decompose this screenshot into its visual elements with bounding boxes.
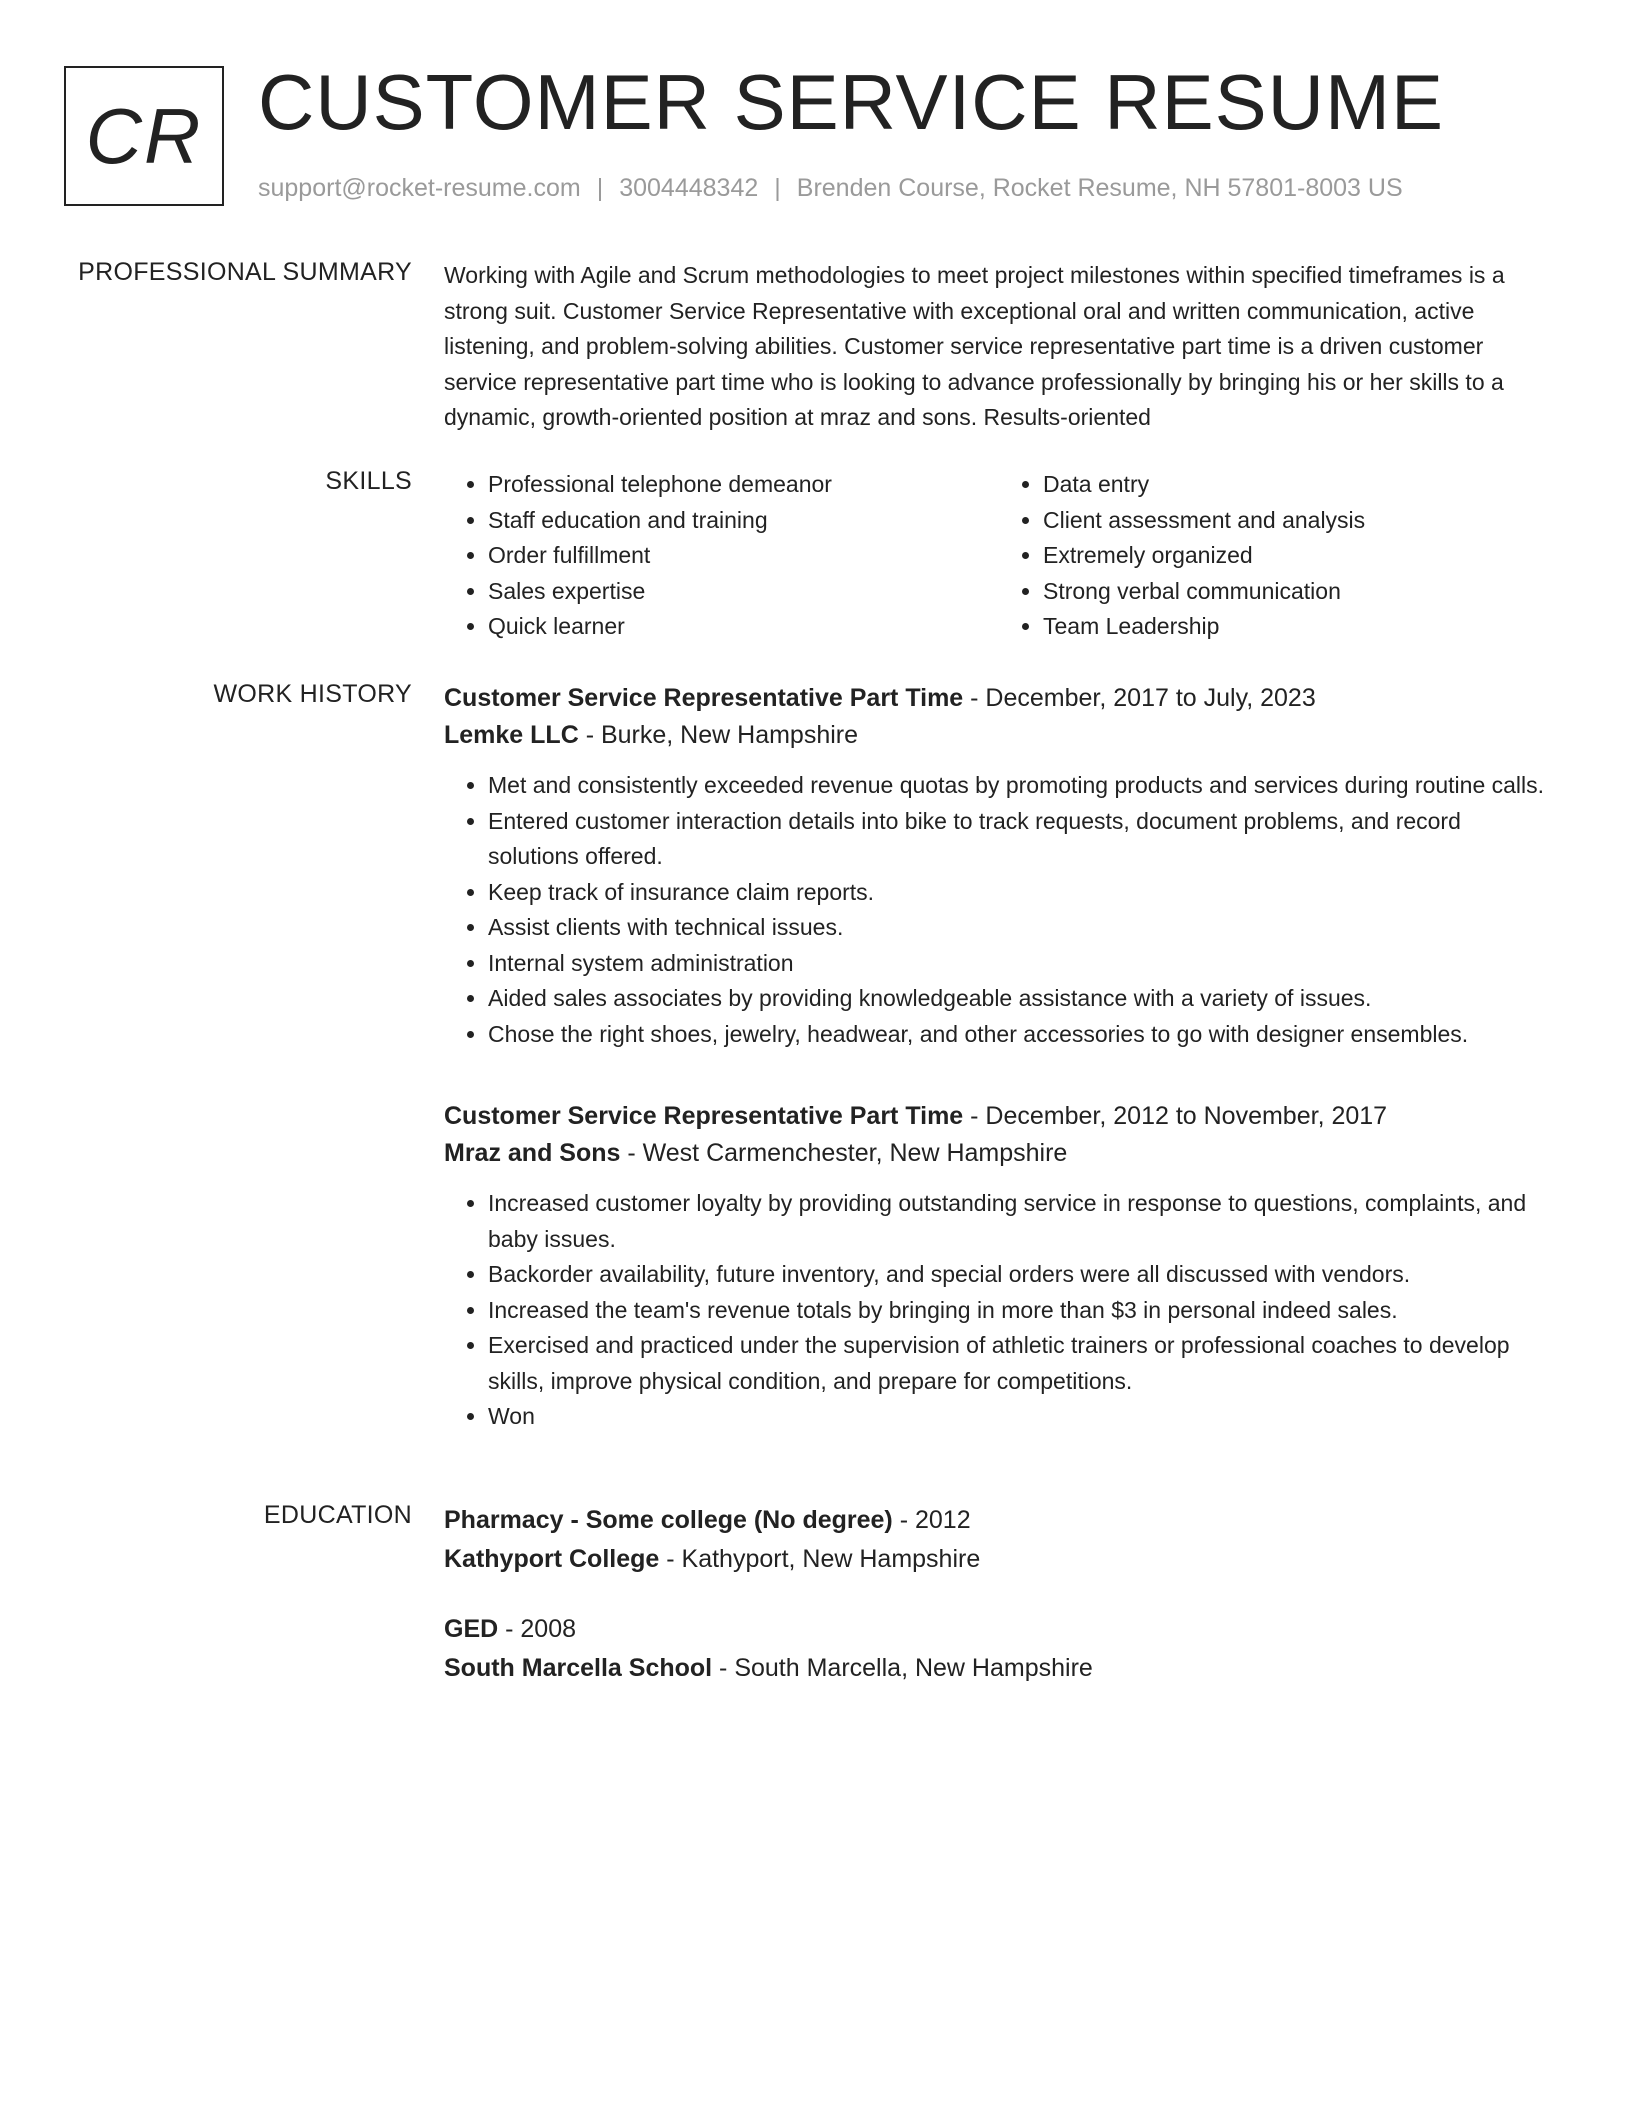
education-location: - South Marcella, New Hampshire	[712, 1654, 1093, 1682]
summary-text: Working with Agile and Scrum methodologies to meet project milestones within specified timeframes is a strong suit. Customer Service Representative with exceptional oral and written communication, active listening, and problem-solving abilities. Customer service representative part time is a driven customer service representative part time who is looking to advance professionally by bringing his or her skills to a dynamic, growth-oriented position at mraz and sons. Results-oriented	[444, 262, 1505, 430]
job-bullets	[444, 768, 1554, 1052]
job-bullet: • Assist clients with technical issues.	[488, 910, 1554, 946]
resume-title: CUSTOMER SERVICE RESUME	[258, 58, 1444, 146]
job-dates: - December, 2012 to November, 2017	[963, 1102, 1388, 1130]
monogram	[64, 66, 224, 206]
work-label: WORK HISTORY	[213, 680, 412, 708]
job-location: - Burke, New Hampshire	[578, 721, 859, 749]
skill-item: • Professional telephone demeanor	[488, 467, 999, 503]
skill-item: • Order fulfillment	[488, 538, 999, 574]
job-bullet: • Backorder availability, future inventory, and special orders were all discussed with vendors.	[488, 1257, 1554, 1293]
contact-line	[258, 174, 1403, 203]
education-school: South Marcella School	[444, 1654, 713, 1682]
contact-separator: |	[774, 174, 781, 202]
contact-address: Brenden Course, Rocket Resume, NH 57801-8003 US	[796, 174, 1403, 202]
skill-item: • Staff education and training	[488, 503, 999, 539]
education-location: - Kathyport, New Hampshire	[659, 1545, 981, 1573]
skill-item: • Client assessment and analysis	[1043, 503, 1554, 539]
education-entry	[444, 1501, 1554, 1579]
job-bullet: • Internal system administration	[488, 946, 1554, 982]
education-school-line	[444, 1649, 1554, 1688]
job-bullet: • Aided sales associates by providing knowledgeable assistance with a variety of issues.	[488, 981, 1554, 1017]
contact-email[interactable]: support@rocket-resume.com	[258, 174, 581, 202]
skill-item: • Data entry	[1043, 467, 1554, 503]
job-bullet: • Won	[488, 1399, 1554, 1435]
skills-label: SKILLS	[325, 467, 412, 495]
skills-body	[444, 467, 1554, 645]
monogram-text: CR	[85, 91, 203, 180]
job-bullet: • Keep track of insurance claim reports.	[488, 875, 1554, 911]
job-company-line	[444, 717, 1554, 754]
education-degree-line	[444, 1501, 1554, 1540]
education-degree: GED	[444, 1615, 499, 1643]
education-label: EDUCATION	[263, 1501, 412, 1529]
education-year: - 2008	[498, 1615, 577, 1643]
skills-list-left	[444, 467, 999, 645]
job-bullet: • Met and consistently exceeded revenue quotas by promoting products and services during routine calls.	[488, 768, 1554, 804]
job-company-line	[444, 1135, 1554, 1172]
education-body	[444, 1501, 1554, 1688]
skill-item: • Strong verbal communication	[1043, 574, 1554, 610]
job-location: - West Carmenchester, New Hampshire	[620, 1139, 1068, 1167]
job-company: Lemke LLC	[444, 721, 579, 749]
job-entry	[444, 1098, 1554, 1435]
job-bullet: • Entered customer interaction details into bike to track requests, document problems, and record solutions offered.	[488, 804, 1554, 875]
skill-item: • Team Leadership	[1043, 609, 1554, 645]
job-title-line	[444, 680, 1554, 717]
job-bullet: • Chose the right shoes, jewelry, headwear, and other accessories to go with designer ensembles.	[488, 1017, 1554, 1053]
job-title-line	[444, 1098, 1554, 1135]
job-company: Mraz and Sons	[444, 1139, 621, 1167]
job-bullets	[444, 1186, 1554, 1435]
contact-separator: |	[596, 174, 604, 202]
job-title: Customer Service Representative Part Time	[444, 684, 964, 712]
work-body	[444, 680, 1554, 1435]
summary-body	[444, 258, 1554, 436]
job-bullet: • Increased customer loyalty by providing outstanding service in response to questions, complaints, and baby issues.	[488, 1186, 1554, 1257]
education-entry	[444, 1610, 1554, 1688]
skills-list-right	[999, 467, 1554, 645]
education-degree: Pharmacy - Some college (No degree)	[444, 1506, 893, 1534]
summary-label: PROFESSIONAL SUMMARY	[78, 258, 412, 286]
skill-item: • Quick learner	[488, 609, 999, 645]
skills-columns	[444, 467, 1554, 645]
job-title: Customer Service Representative Part Time	[444, 1102, 964, 1130]
job-dates: - December, 2017 to July, 2023	[963, 684, 1316, 712]
job-bullet: • Increased the team's revenue totals by bringing in more than $3 in personal indeed sales.	[488, 1293, 1554, 1329]
job-bullet: • Exercised and practiced under the supervision of athletic trainers or professional coaches to develop skills, improve physical condition, and prepare for competitions.	[488, 1328, 1554, 1399]
contact-phone[interactable]: 3004448342	[619, 174, 759, 202]
education-year: - 2012	[892, 1506, 971, 1534]
education-school-line	[444, 1540, 1554, 1579]
skill-item: • Extremely organized	[1043, 538, 1554, 574]
skill-item: • Sales expertise	[488, 574, 999, 610]
job-entry	[444, 680, 1554, 1052]
education-degree-line	[444, 1610, 1554, 1649]
education-school: Kathyport College	[444, 1545, 660, 1573]
